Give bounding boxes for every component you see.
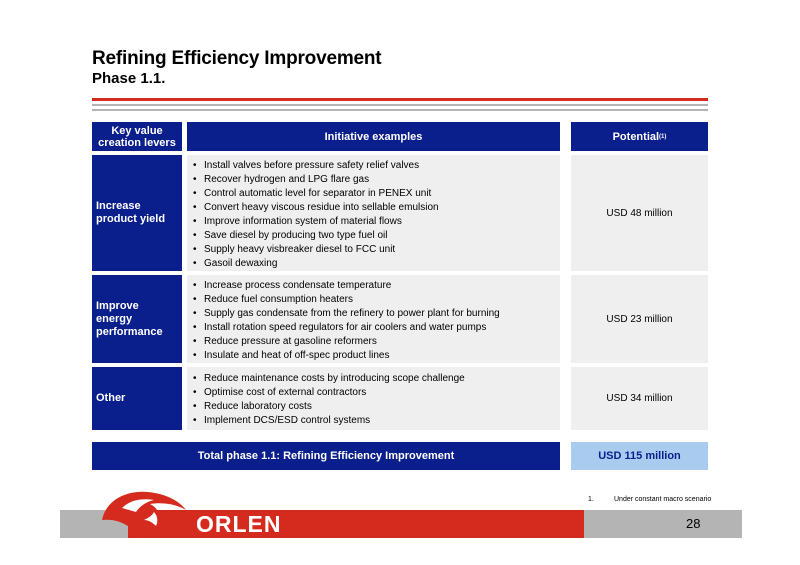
- header-potential-label: Potential: [612, 130, 660, 143]
- grey-divider: [92, 104, 708, 106]
- header-initiatives-label: Initiative examples: [324, 130, 423, 143]
- footnote-number: 1.: [588, 496, 594, 503]
- footnote-text: Under constant macro scenario: [614, 496, 712, 503]
- potential-cell: [571, 275, 708, 363]
- lever-cell: [92, 367, 182, 430]
- header-levers: [92, 122, 182, 151]
- total-label-cell: [92, 442, 560, 470]
- list-item: • Reduce laboratory costs: [193, 400, 465, 414]
- header-potential: Potential (1): [571, 122, 708, 151]
- potential-value: USD 34 million: [606, 393, 673, 404]
- list-item: • Convert heavy viscous residue into sellable emulsion: [193, 201, 439, 215]
- potential-value: USD 48 million: [606, 207, 673, 219]
- page-subtitle: Phase 1.1.: [92, 70, 166, 87]
- page-number: 28: [686, 516, 701, 531]
- initiatives-list: [193, 279, 500, 363]
- red-divider: [92, 98, 708, 101]
- initiatives-cell: [187, 155, 560, 271]
- list-item: • Insulate and heat of off-spec product lines: [193, 349, 500, 363]
- list-item: • Save diesel by producing two type fuel oil: [193, 229, 439, 243]
- list-item: • Reduce pressure at gasoline reformers: [193, 335, 500, 349]
- brand-wordmark: ORLEN: [196, 511, 282, 537]
- list-item: • Recover hydrogen and LPG flare gas: [193, 173, 439, 187]
- total-value: USD 115 million: [598, 450, 681, 462]
- list-item: • Increase process condensate temperature: [193, 279, 500, 293]
- lever-label: Other: [96, 392, 126, 404]
- potential-value: USD 23 million: [606, 313, 673, 325]
- potential-cell: [571, 155, 708, 271]
- header-initiatives: [187, 122, 560, 151]
- list-item: • Reduce fuel consumption heaters: [193, 293, 500, 307]
- lever-label: Increase product yield: [96, 200, 166, 225]
- lever-cell: [92, 275, 182, 363]
- list-item: • Supply heavy visbreaker diesel to FCC unit: [193, 243, 439, 257]
- footer-bar-right: [584, 510, 742, 538]
- initiatives-cell: [187, 367, 560, 430]
- list-item: • Optimise cost of external contractors: [193, 386, 465, 400]
- list-item: • Reduce maintenance costs by introducing scope challenge: [193, 372, 465, 386]
- list-item: • Install rotation speed regulators for air coolers and water pumps: [193, 321, 500, 335]
- lever-label: Improve energy performance: [96, 299, 163, 338]
- initiatives-cell: [187, 275, 560, 363]
- list-item: • Install valves before pressure safety relief valves: [193, 159, 439, 173]
- list-item: • Supply gas condensate from the refinery to power plant for burning: [193, 307, 500, 321]
- page-title: Refining Efficiency Improvement: [92, 48, 382, 69]
- list-item: • Gasoil dewaxing: [193, 257, 439, 271]
- potential-cell: [571, 367, 708, 430]
- list-item: • Improve information system of material flows: [193, 215, 439, 229]
- list-item: • Implement DCS/ESD control systems: [193, 414, 465, 428]
- initiatives-list: [193, 372, 465, 428]
- header-levers-label: Key value creation levers: [98, 124, 176, 149]
- total-label: Total phase 1.1: Refining Efficiency Improvement: [197, 450, 455, 462]
- lever-cell: [92, 155, 182, 271]
- initiatives-list: [193, 159, 439, 271]
- list-item: • Control automatic level for separator in PENEX unit: [193, 187, 439, 201]
- total-value-cell: [571, 442, 708, 470]
- grey-divider: [92, 109, 708, 111]
- orlen-eagle-logo-icon: [96, 486, 192, 545]
